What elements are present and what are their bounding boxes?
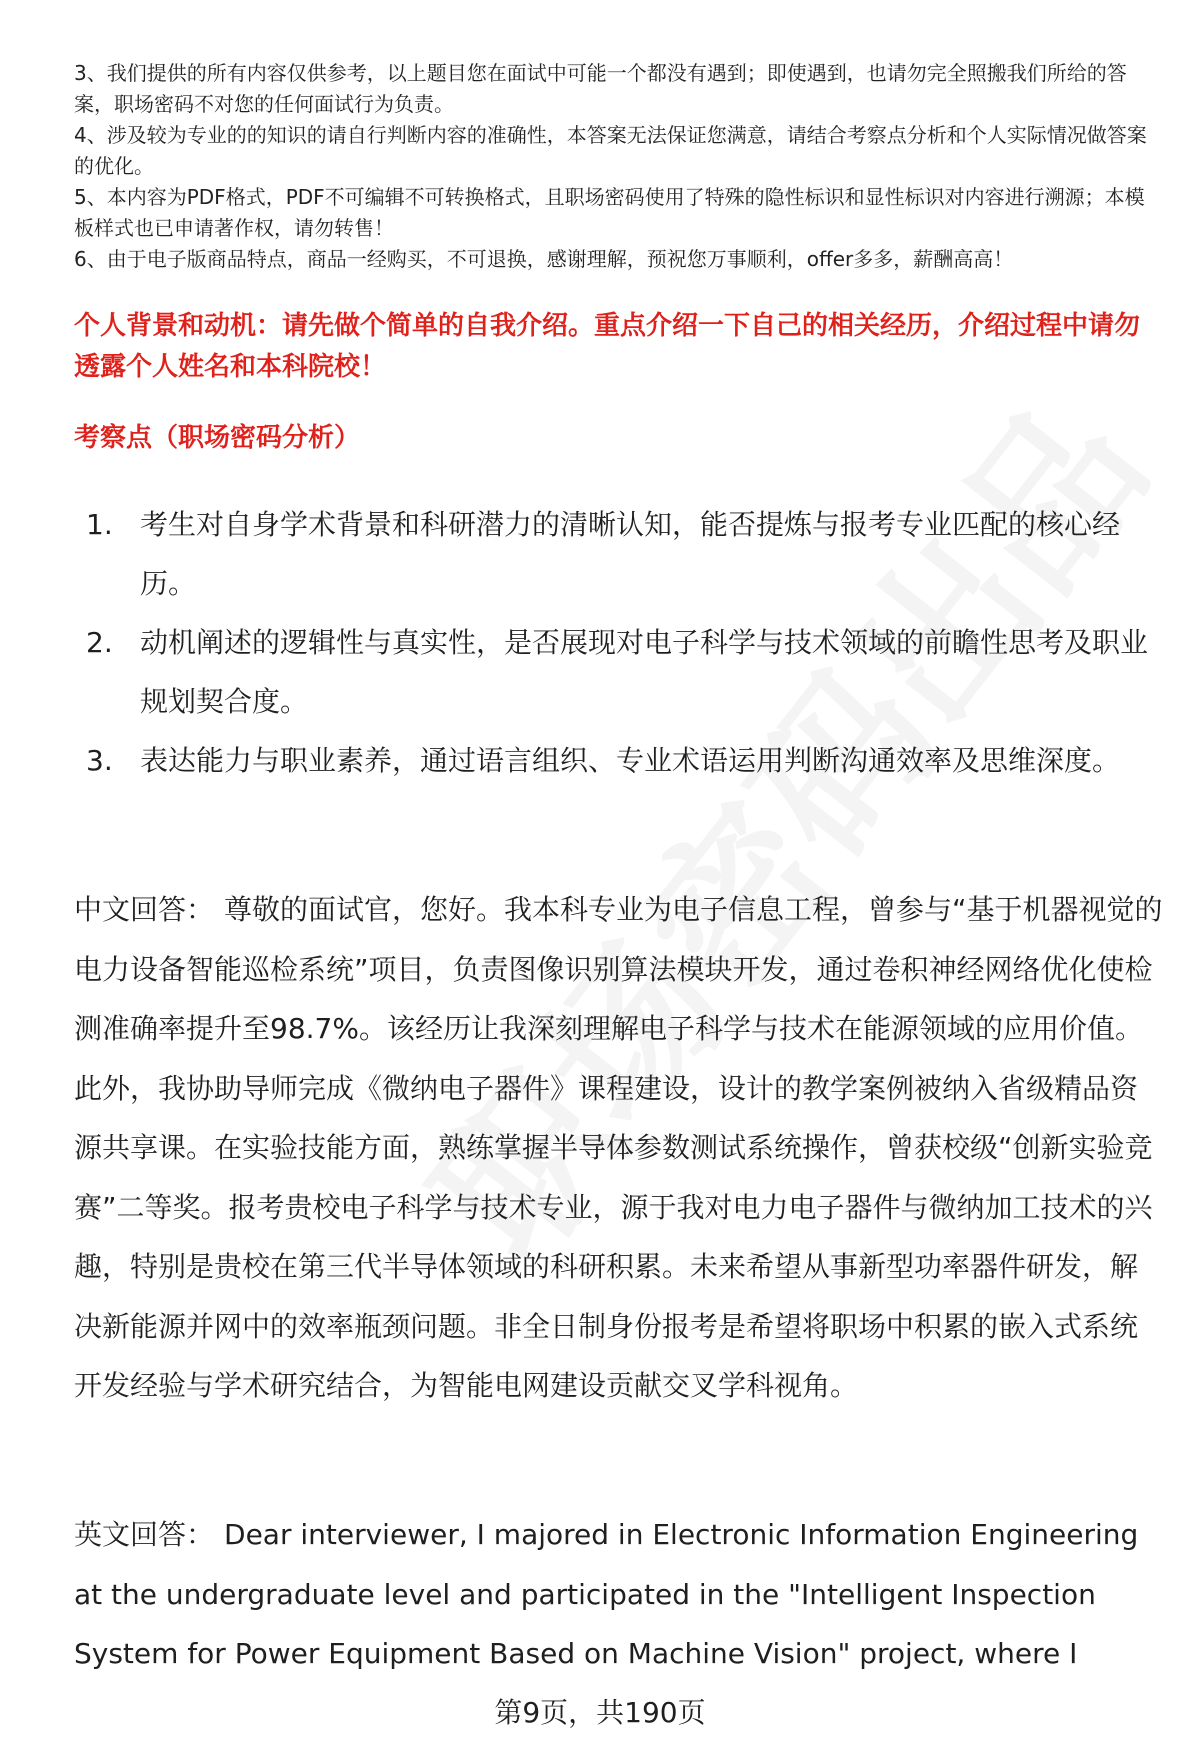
chinese-answer-text: 尊敬的面试官，您好。我本科专业为电子信息工程，曾参与“基于机器视觉的电力设备智能巡检系统”项目，负责图像识别算法模块开发，通过卷积神经网络优化使检测准确率提升至98.7%。该经历让我深刻理解电子科学与技术在能源领域的应用价值。此外，我协助导师完成《微纳电子器件》课程建设，设计的教学案例被纳入省级精品资源共享课。在实验技能方面，熟练掌握半导体参数测试系统操作，曾获校级“创新实验竞赛”二等奖。报考贵校电子科学与技术专业，源于我对电力电子器件与微纳加工技术的兴趣，特别是贵校在第三代半导体领域的科研积累。未来希望从事新型功率器件研发，解决新能源并网中的效率瓶颈问题。非全日制身份报考是希望将职场中积累的嵌入式系统开发经验与学术研究结合，为智能电网建设贡献交叉学科视角。	[74, 893, 1163, 1402]
chinese-answer	[74, 880, 1164, 1416]
analysis-heading: 考察点（职场密码分析）	[74, 423, 361, 453]
page-footer: 第9页，共190页	[494, 1696, 706, 1729]
item-text: 考生对自身学术背景和科研潜力的清晰认知，能否提炼与报考专业匹配的核心经历。	[140, 508, 1121, 600]
english-answer-label: 英文回答：	[74, 1518, 215, 1551]
question-heading: 个人背景和动机：请先做个简单的自我介绍。重点介绍一下自己的相关经历，介绍过程中请勿透露个人姓名和本科院校！	[74, 311, 1141, 382]
item-text: 动机阐述的逻辑性与真实性，是否展现对电子科学与技术领域的前瞻性思考及职业规划契合度。	[140, 626, 1149, 718]
note-4: 4、涉及较为专业的的知识的请自行判断内容的准确性，本答案无法保证您满意，请结合考察点分析和个人实际情况做答案的优化。	[74, 123, 1147, 178]
english-answer	[74, 1505, 1164, 1684]
analysis-item	[74, 495, 1164, 613]
item-number: 1.	[86, 508, 113, 541]
analysis-item	[74, 731, 1164, 790]
note-6: 6、由于电子版商品特点，商品一经购买，不可退换，感谢理解，预祝您万事顺利，offer多多，薪酬高高！	[74, 247, 1014, 271]
analysis-list	[74, 495, 1164, 790]
item-number: 3.	[86, 744, 113, 777]
item-text: 表达能力与职业素养，通过语言组织、专业术语运用判断沟通效率及思维深度。	[140, 744, 1121, 777]
disclaimer-notes	[74, 58, 1164, 275]
english-answer-text: Dear interviewer, I majored in Electronic Information Engineering at the undergraduate level and participated in the "Intelligent Inspection System for Power Equipment Based on Machine Vision" project, where I	[74, 1518, 1139, 1670]
item-number: 2.	[86, 626, 113, 659]
chinese-answer-label: 中文回答：	[74, 893, 215, 926]
analysis-item	[74, 613, 1164, 731]
note-3: 3、我们提供的所有内容仅供参考，以上题目您在面试中可能一个都没有遇到；即使遇到，也请勿完全照搬我们所给的答案，职场密码不对您的任何面试行为负责。	[74, 61, 1127, 116]
note-5: 5、本内容为PDF格式，PDF不可编辑不可转换格式，且职场密码使用了特殊的隐性标识和显性标识对内容进行溯源；本模板样式也已申请著作权，请勿转售！	[74, 185, 1145, 240]
